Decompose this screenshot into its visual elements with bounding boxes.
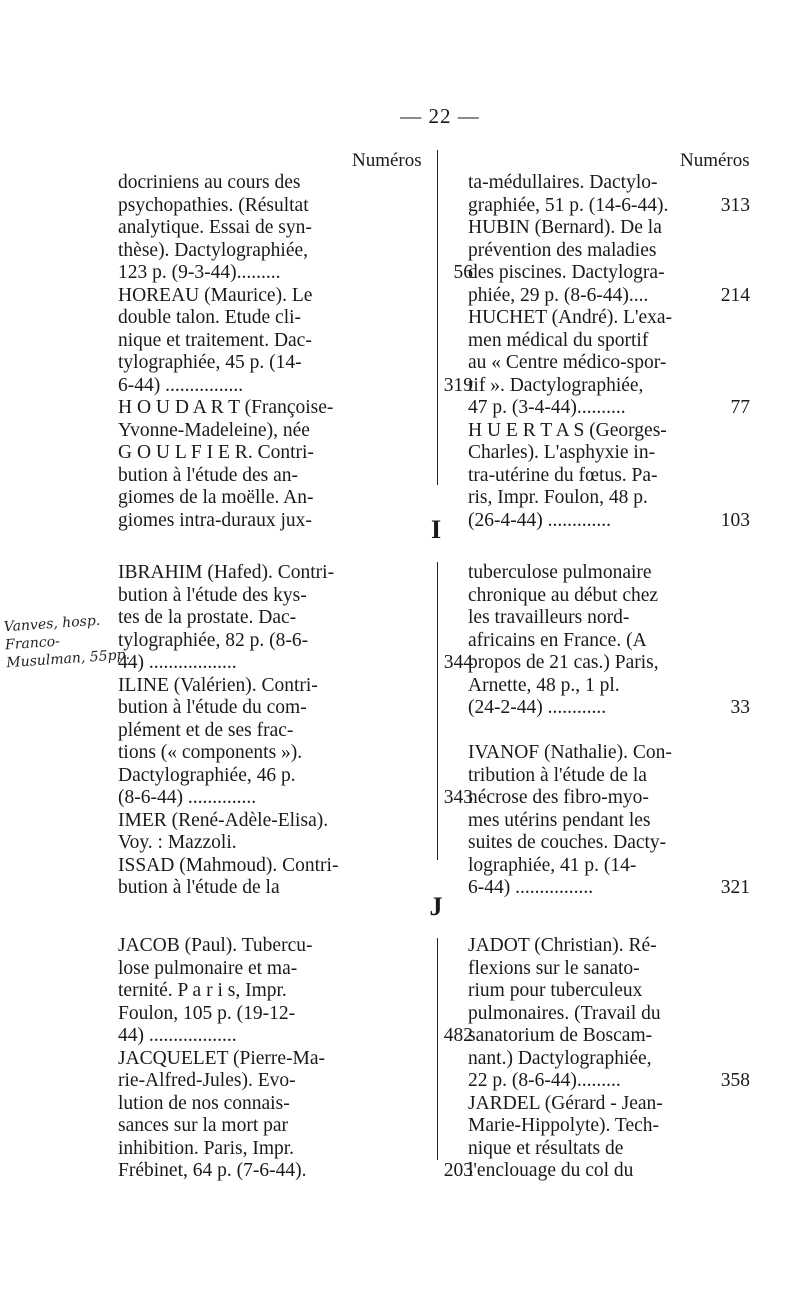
index-entry-line (118, 1048, 418, 1071)
entry-text: tif ». Dactylographiée, (468, 374, 644, 396)
entry-text: graphiée, 51 p. (14-6-44). (468, 194, 669, 216)
entry-text: 6-44) ................ (118, 374, 244, 396)
entry-text: HOREAU (Maurice). Le (118, 284, 313, 306)
column-divider-top (437, 150, 438, 485)
entry-text: ternité. P a r i s, Impr. (118, 980, 287, 1001)
entry-number: 77 (727, 397, 751, 420)
entry-text: au « Centre médico-spor- (468, 352, 667, 373)
entry-number: 321 (717, 877, 750, 900)
entry-text: plément et de ses frac- (118, 719, 294, 741)
entry-text: 6-44) ................ (468, 877, 594, 898)
index-entry-line (118, 420, 418, 443)
index-entry-line (468, 1160, 750, 1183)
entry-text: tes de la prostate. Dac- (118, 607, 297, 628)
entry-text: Frébinet, 64 p. (7-6-44). (118, 1160, 307, 1181)
entry-text: (26-4-44) ............. (468, 509, 611, 531)
entry-text: H O U D A R T (Françoise- (118, 397, 334, 418)
index-entry-line (118, 810, 418, 833)
index-entry-line (118, 1160, 473, 1183)
entry-text: HUCHET (André). L'exa- (468, 307, 673, 328)
entry-text: propos de 21 cas.) Paris, (468, 652, 659, 673)
entry-number: 482 (440, 1025, 473, 1048)
index-entry-line (468, 720, 750, 743)
index-entry-line (468, 675, 750, 698)
entry-text: IVANOF (Nathalie). Con- (468, 742, 672, 763)
index-entry-line (468, 742, 750, 765)
entry-text: JACQUELET (Pierre-Ma- (118, 1047, 326, 1069)
index-entry-line (468, 935, 750, 958)
index-entry-line (468, 420, 750, 443)
index-entry-line (468, 855, 750, 878)
index-entry-line (468, 630, 750, 653)
entry-text: bution à l'étude des an- (118, 464, 299, 486)
index-entry-line (468, 1025, 750, 1048)
entry-text: nique et traitement. Dac- (118, 329, 312, 351)
index-entry-line (118, 1025, 473, 1048)
entry-text: rium pour tuberculeux (468, 980, 643, 1001)
entry-text: africains en France. (A (468, 629, 647, 651)
entry-text: giomes de la moëlle. An- (118, 487, 314, 508)
entry-text: tylographiée, 82 p. (8-6- (118, 629, 309, 651)
index-entry-line (118, 652, 473, 675)
entry-text: lose pulmonaire et ma- (118, 957, 298, 979)
index-entry-line (118, 1138, 418, 1161)
index-entry-line (468, 585, 750, 608)
entry-text: lution de nos connais- (118, 1092, 290, 1114)
index-entry-line (118, 935, 418, 958)
entry-text: JADOT (Christian). Ré- (468, 935, 657, 956)
entry-text: JARDEL (Gérard - Jean- (468, 1092, 663, 1114)
index-entry-line (468, 1138, 750, 1161)
index-entry-line (468, 958, 750, 981)
entry-text: docriniens au cours des (118, 172, 301, 193)
entry-text: sances sur la mort par (118, 1115, 289, 1136)
index-entry-line (468, 240, 750, 263)
entry-text: 44) .................. (118, 1025, 237, 1046)
entry-number: 33 (727, 697, 751, 720)
column-divider-middle (437, 562, 438, 860)
entry-text: Foulon, 105 p. (19-12- (118, 1002, 296, 1024)
index-entry-line (468, 787, 750, 810)
index-entry-line (118, 262, 473, 285)
entry-text: tra-utérine du fœtus. Pa- (468, 464, 658, 486)
index-entry-line (118, 675, 418, 698)
entry-number: 358 (717, 1070, 750, 1093)
entry-text: JACOB (Paul). Tubercu- (118, 935, 313, 956)
index-entry-line (468, 397, 750, 420)
index-entry-line (118, 855, 418, 878)
index-entry-line (468, 652, 750, 675)
index-entry-line (468, 1003, 750, 1026)
index-entry-line (118, 397, 418, 420)
block3-right-column (468, 935, 750, 1183)
entry-text: pulmonaires. (Travail du (468, 1002, 661, 1024)
index-entry-line (468, 1093, 750, 1116)
index-entry-line (468, 1115, 750, 1138)
entry-text: l'enclouage du col du (468, 1160, 634, 1181)
entry-text: bution à l'étude des kys- (118, 584, 307, 606)
entry-text: IMER (René-Adèle-Elisa). (118, 809, 329, 831)
entry-text: ta-médullaires. Dactylo- (468, 172, 658, 193)
index-entry-line (118, 585, 418, 608)
entry-text: ris, Impr. Foulon, 48 p. (468, 487, 648, 508)
entry-number: 319 (440, 375, 473, 398)
index-entry-line (468, 765, 750, 788)
index-entry-line (468, 375, 750, 398)
entry-text: tuberculose pulmonaire (468, 562, 652, 583)
entry-number: 103 (717, 510, 750, 533)
entry-text: 123 p. (9-3-44)......... (118, 262, 281, 283)
entry-text: men médical du sportif (468, 329, 649, 351)
index-entry-line (118, 720, 418, 743)
entry-text: chronique au début chez (468, 584, 659, 606)
section-letter-i: I (430, 515, 442, 544)
entry-text: prévention des maladies (468, 239, 657, 261)
block1-right-column (468, 172, 750, 532)
index-entry-line (118, 697, 418, 720)
index-entry-line (118, 958, 418, 981)
entry-number: 203 (440, 1160, 473, 1183)
entry-text: nant.) Dactylographiée, (468, 1047, 652, 1069)
page-number: — 22 — (400, 104, 480, 128)
index-entry-line (468, 607, 750, 630)
left-column-header: Numéros (352, 150, 422, 171)
index-entry-line (118, 787, 473, 810)
entry-text: les travailleurs nord- (468, 607, 630, 628)
entry-text: analytique. Essai de syn- (118, 217, 312, 238)
entry-text: double talon. Etude cli- (118, 307, 302, 328)
index-entry-line (468, 697, 750, 720)
index-entry-line (118, 1093, 418, 1116)
index-entry-line (468, 285, 750, 308)
entry-text: G O U L F I E R. Contri- (118, 442, 314, 463)
entry-text: des piscines. Dactylogra- (468, 262, 665, 283)
index-entry-line (468, 330, 750, 353)
block2-right-column (468, 562, 750, 900)
index-entry-line (118, 607, 418, 630)
index-entry-line (118, 195, 418, 218)
index-entry-line (468, 195, 750, 218)
entry-text: rie-Alfred-Jules). Evo- (118, 1070, 296, 1091)
index-entry-line (468, 1070, 750, 1093)
column-divider-bottom (437, 938, 438, 1160)
index-entry-line (468, 172, 750, 195)
index-entry-line (468, 1048, 750, 1071)
right-column-header: Numéros (680, 150, 750, 171)
entry-text: suites de couches. Dacty- (468, 832, 667, 853)
entry-text: Voy. : Mazzoli. (118, 832, 237, 853)
index-entry-line (118, 1003, 418, 1026)
entry-text: tylographiée, 45 p. (14- (118, 352, 302, 373)
index-entry-line (118, 374, 473, 398)
index-entry-line (118, 442, 418, 465)
entry-text: ILINE (Valérien). Contri- (118, 674, 318, 696)
index-entry-line (118, 307, 418, 330)
index-entry-line (118, 465, 418, 488)
entry-text: tions (« components »). (118, 742, 303, 763)
index-entry-line (468, 810, 750, 833)
entry-text: bution à l'étude du com- (118, 697, 307, 718)
entry-text: H U E R T A S (Georges- (468, 419, 667, 441)
entry-text: 44) .................. (118, 652, 237, 673)
entry-text: nique et résultats de (468, 1137, 624, 1159)
entry-text: Charles). L'asphyxie in- (468, 442, 656, 463)
section-letter-j: J (429, 892, 443, 921)
index-entry-line (118, 742, 418, 765)
index-entry-line (118, 1115, 418, 1138)
entry-text: giomes intra-duraux jux- (118, 509, 312, 531)
block2-left-column (118, 562, 473, 900)
index-entry-line (468, 832, 750, 855)
index-entry-line (118, 765, 418, 788)
entry-text: IBRAHIM (Hafed). Contri- (118, 562, 335, 583)
entry-text: (24-2-44) ............ (468, 697, 607, 718)
handwritten-annotation: Vanves, hosp. Franco-Musulman, 55pp. (3, 612, 131, 672)
entry-text: sanatorium de Boscam- (468, 1025, 653, 1046)
index-entry-line (468, 262, 750, 285)
index-entry-line (468, 217, 750, 240)
entry-text: HUBIN (Bernard). De la (468, 217, 662, 238)
index-entry-line (118, 980, 418, 1003)
entry-text: thèse). Dactylographiée, (118, 239, 309, 261)
index-entry-line (468, 487, 750, 510)
entry-text: flexions sur le sanato- (468, 957, 640, 979)
index-entry-line (468, 980, 750, 1003)
entry-number: 56 (450, 262, 474, 285)
index-entry-line (118, 1070, 418, 1093)
entry-text: bution à l'étude de la (118, 877, 280, 898)
index-entry-line (468, 562, 750, 585)
entry-number: 313 (717, 195, 750, 218)
entry-number: 214 (717, 285, 750, 308)
index-entry-line (118, 217, 418, 240)
entry-text: inhibition. Paris, Impr. (118, 1137, 295, 1159)
index-entry-line (118, 352, 418, 375)
entry-text: ISSAD (Mahmoud). Contri- (118, 854, 339, 876)
entry-text: Marie-Hippolyte). Tech- (468, 1115, 660, 1136)
index-entry-line (468, 465, 750, 488)
entry-number: 344 (440, 652, 473, 675)
entry-number: 343 (440, 787, 473, 810)
entry-text: Dactylographiée, 46 p. (118, 764, 296, 786)
index-entry-line (118, 487, 418, 510)
entry-text: mes utérins pendant les (468, 809, 651, 831)
index-entry-line (468, 352, 750, 375)
index-entry-line (468, 307, 750, 330)
entry-text: lographiée, 41 p. (14- (468, 854, 637, 876)
index-entry-line (118, 285, 418, 308)
block1-left-column (118, 172, 473, 532)
entry-text: psychopathies. (Résultat (118, 194, 309, 216)
entry-text: Yvonne-Madeleine), née (118, 419, 310, 441)
index-entry-line (118, 330, 418, 353)
index-entry-line (118, 240, 418, 263)
entry-text: (8-6-44) .............. (118, 787, 257, 808)
index-entry-line (118, 832, 418, 855)
entry-text: tribution à l'étude de la (468, 764, 647, 786)
entry-text: nécrose des fibro-myo- (468, 787, 649, 808)
entry-text: phiée, 29 p. (8-6-44).... (468, 284, 649, 306)
block3-left-column (118, 935, 473, 1183)
entry-text: 47 p. (3-4-44).......... (468, 397, 626, 418)
index-entry-line (118, 172, 418, 195)
entry-text: Arnette, 48 p., 1 pl. (468, 674, 620, 696)
index-entry-line (118, 630, 418, 653)
entry-text: 22 p. (8-6-44)......... (468, 1070, 621, 1091)
index-entry-line (118, 562, 418, 585)
index-entry-line (468, 442, 750, 465)
